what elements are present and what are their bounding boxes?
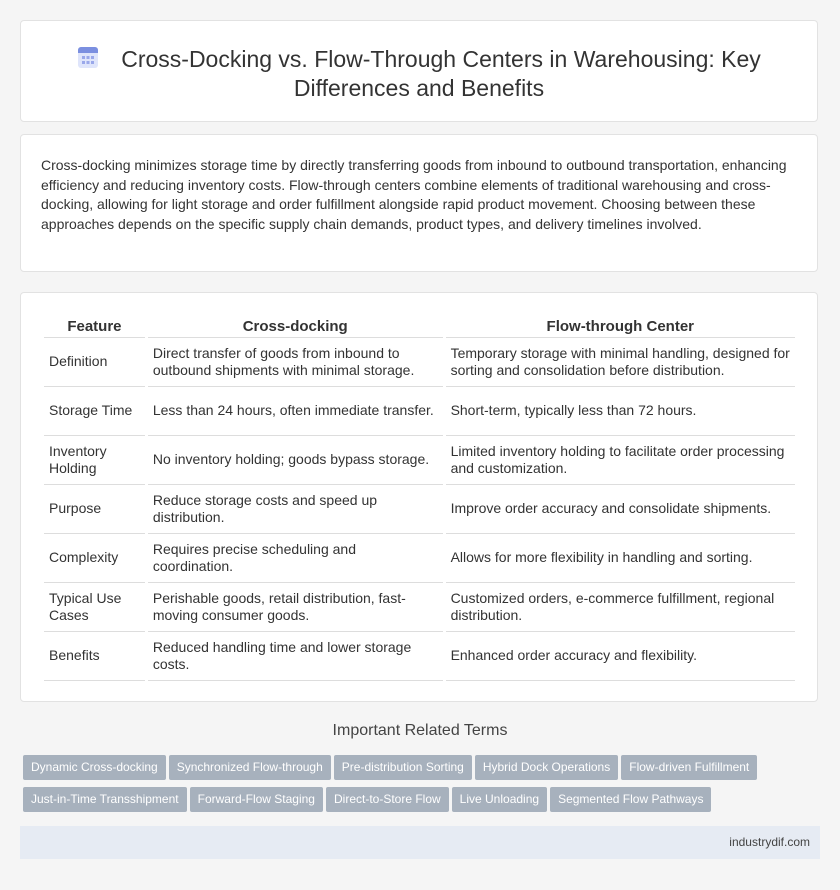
- flow-through-cell: Short-term, typically less than 72 hours.: [446, 387, 795, 436]
- feature-cell: Inventory Holding: [44, 436, 145, 485]
- footer: [20, 826, 820, 859]
- cross-docking-cell: No inventory holding; goods bypass storage.: [148, 436, 443, 485]
- feature-cell: Storage Time: [44, 387, 145, 436]
- intro-text: Cross-docking minimizes storage time by directly transferring goods from inbound to outbound transportation, enhancing efficiency and reducing inventory costs. Flow-through centers combine elements of traditional warehousing and cross-docking, allowing for light storage and order fulfillment alongside rapid product movement. Choosing between these approaches depends on the specific supply chain demands, product types, and delivery timelines involved.: [41, 157, 787, 232]
- flow-through-cell: Customized orders, e-commerce fulfillment, regional distribution.: [446, 583, 795, 632]
- related-terms-tags: [23, 755, 823, 819]
- flow-through-cell: Enhanced order accuracy and flexibility.: [446, 632, 795, 681]
- related-tag[interactable]: Just-in-Time Transshipment: [23, 787, 187, 812]
- related-tag[interactable]: Synchronized Flow-through: [169, 755, 331, 780]
- related-tag[interactable]: Dynamic Cross-docking: [23, 755, 166, 780]
- flow-through-cell: Allows for more flexibility in handling and sorting.: [446, 534, 795, 583]
- related-tag[interactable]: Forward-Flow Staging: [190, 787, 323, 812]
- cross-docking-cell: Less than 24 hours, often immediate transfer.: [148, 387, 443, 436]
- intro-card: [20, 134, 818, 272]
- header-flow-through: Flow-through Center: [446, 315, 795, 338]
- feature-cell: Purpose: [44, 485, 145, 534]
- header-feature: Feature: [44, 315, 145, 338]
- comparison-table: [41, 315, 798, 681]
- calendar-icon: [77, 45, 99, 69]
- related-tag[interactable]: Direct-to-Store Flow: [326, 787, 449, 812]
- table-row: [44, 485, 795, 534]
- page-title: [21, 45, 817, 103]
- footer-domain[interactable]: industrydif.com: [729, 835, 810, 849]
- related-terms-title: Important Related Terms: [332, 722, 508, 739]
- table-row: [44, 338, 795, 387]
- table-row: [44, 436, 795, 485]
- header-card: [20, 20, 818, 122]
- feature-cell: Benefits: [44, 632, 145, 681]
- title-line-2: Differences and Benefits: [293, 75, 545, 101]
- related-tag[interactable]: Flow-driven Fulfillment: [621, 755, 757, 780]
- comparison-card: [20, 292, 818, 702]
- table-row: [44, 632, 795, 681]
- related-tag[interactable]: Live Unloading: [452, 787, 547, 812]
- related-tag[interactable]: Hybrid Dock Operations: [475, 755, 618, 780]
- header-cross-docking: Cross-docking: [148, 315, 443, 338]
- table-row: [44, 534, 795, 583]
- flow-through-cell: Temporary storage with minimal handling, designed for sorting and consolidation before distribution.: [446, 338, 795, 387]
- cross-docking-cell: Requires precise scheduling and coordination.: [148, 534, 443, 583]
- related-tag[interactable]: Segmented Flow Pathways: [550, 787, 711, 812]
- cross-docking-cell: Reduced handling time and lower storage costs.: [148, 632, 443, 681]
- table-row: [44, 583, 795, 632]
- feature-cell: Complexity: [44, 534, 145, 583]
- flow-through-cell: Improve order accuracy and consolidate shipments.: [446, 485, 795, 534]
- table-header-row: [44, 315, 795, 338]
- flow-through-cell: Limited inventory holding to facilitate order processing and customization.: [446, 436, 795, 485]
- cross-docking-cell: Perishable goods, retail distribution, fast-moving consumer goods.: [148, 583, 443, 632]
- feature-cell: Typical Use Cases: [44, 583, 145, 632]
- title-line-1: Cross-Docking vs. Flow-Through Centers in Warehousing: Key: [121, 46, 761, 72]
- cross-docking-cell: Reduce storage costs and speed up distribution.: [148, 485, 443, 534]
- cross-docking-cell: Direct transfer of goods from inbound to outbound shipments with minimal storage.: [148, 338, 443, 387]
- feature-cell: Definition: [44, 338, 145, 387]
- related-tag[interactable]: Pre-distribution Sorting: [334, 755, 472, 780]
- table-row: [44, 387, 795, 436]
